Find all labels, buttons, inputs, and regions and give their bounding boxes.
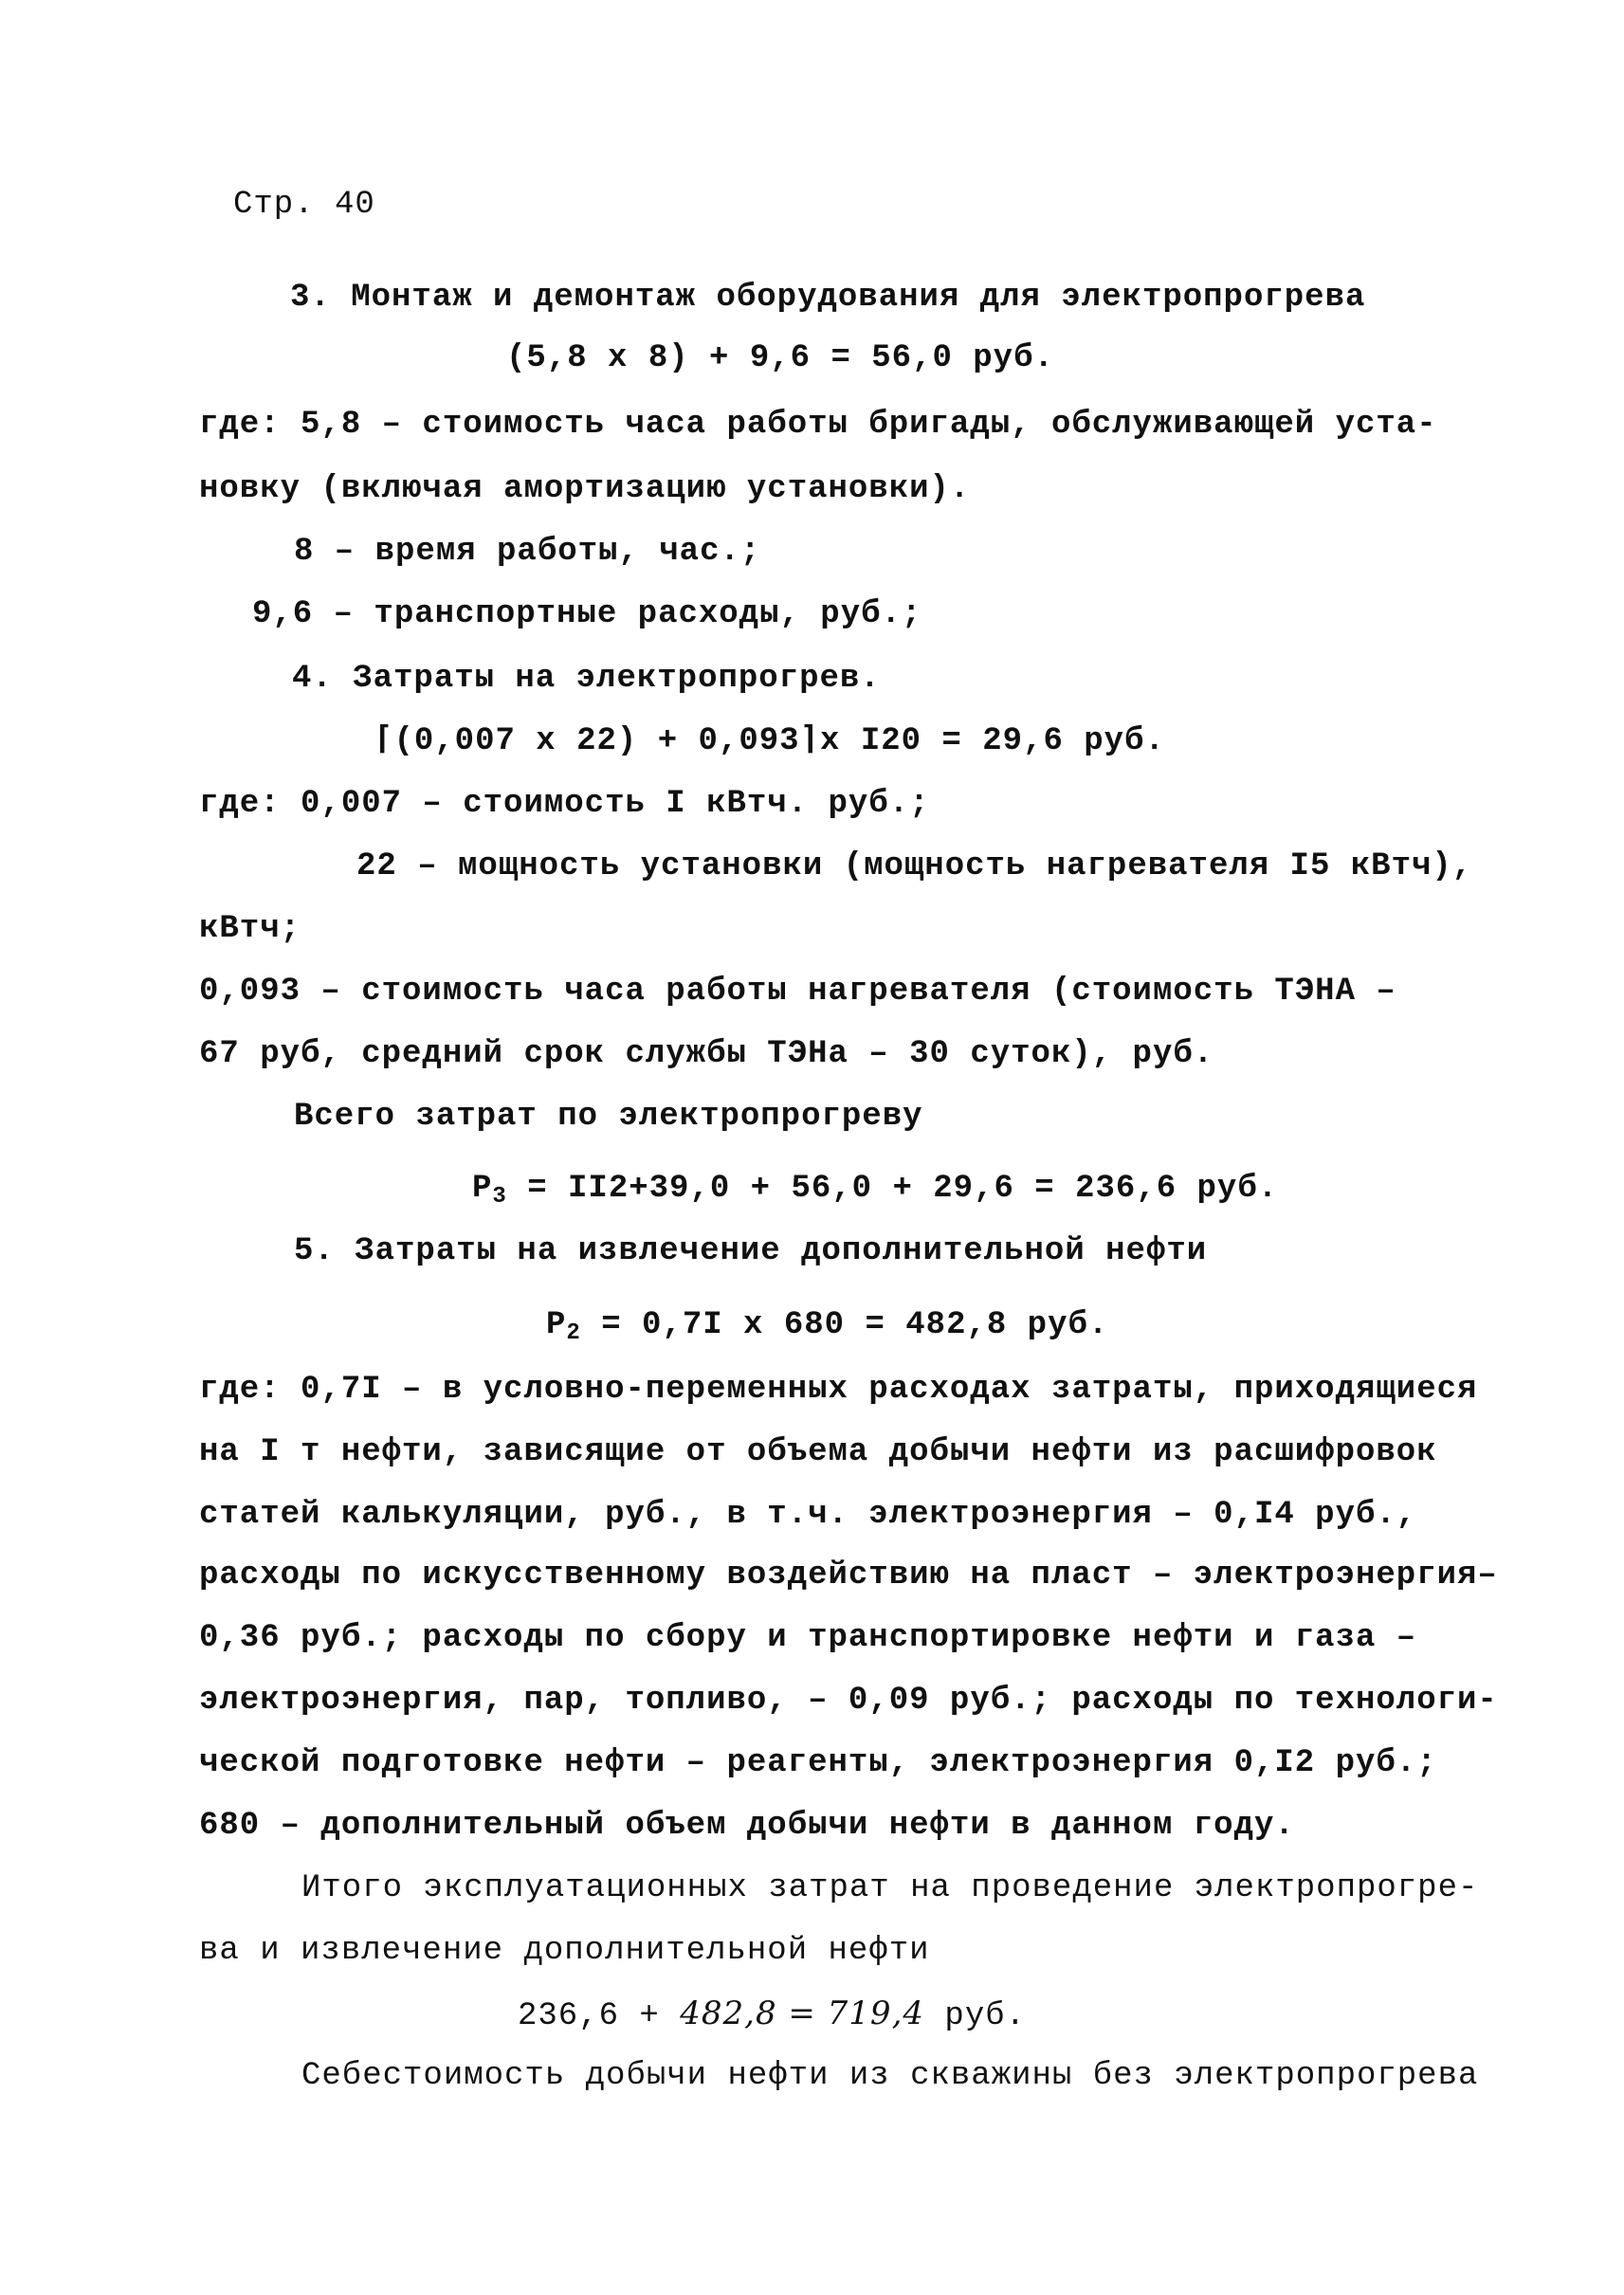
cost-line: Себестоимость добычи нефти из скважины без электропрогрева bbox=[301, 2058, 1479, 2094]
section-3-where-line-2: новку (включая амортизацию установки). bbox=[199, 471, 971, 507]
formula-expression: = 0,7I х 680 = 482,8 руб. bbox=[580, 1307, 1109, 1343]
section-4-formula: ⌈(0,007 х 22) + 0,093⌉х I20 = 29,6 руб. bbox=[374, 723, 1165, 759]
formula-var: P bbox=[546, 1307, 567, 1343]
section-5-line: ческой подготовке нефти – реагенты, электроэнергия 0,I2 руб.; bbox=[199, 1745, 1437, 1781]
section-5-line: на I т нефти, зависящие от объема добычи нефти из расшифровок bbox=[199, 1434, 1437, 1470]
section-4-heading: 4. Затраты на электропрогрев. bbox=[292, 661, 881, 697]
formula-var-subscript: 2 bbox=[566, 1321, 581, 1346]
page-number: Стр. 40 bbox=[233, 187, 375, 223]
section-5-formula bbox=[546, 1306, 1108, 1344]
total-var-subscript: 3 bbox=[492, 1184, 507, 1210]
totals-sum bbox=[518, 1994, 1026, 2035]
section-4-total-formula bbox=[472, 1170, 1278, 1208]
section-5-line: расходы по искусственному воздействию на пласт – электроэнергия– bbox=[199, 1557, 1498, 1594]
totals-label-line-1: Итого эксплуатационных затрат на проведение электропрогре- bbox=[301, 1870, 1479, 1906]
section-3-where-line-1: где: 5,8 – стоимость часа работы бригады, обслуживающей уста- bbox=[199, 407, 1437, 443]
section-5-line: где: 0,7I – в условно-переменных расходах затраты, приходящиеся bbox=[199, 1372, 1478, 1408]
section-5-heading: 5. Затраты на извлечение дополнительной нефти bbox=[294, 1233, 1208, 1269]
section-3-item-transport: 9,6 – транспортные расходы, руб.; bbox=[252, 596, 922, 632]
section-5-line: статей калькуляции, руб., в т.ч. электроэнергия – 0,I4 руб., bbox=[199, 1497, 1417, 1533]
section-4-item-heater-line-2: 67 руб, средний срок службы ТЭНа – 30 суток), руб. bbox=[199, 1036, 1214, 1072]
totals-sum-unit: руб. bbox=[924, 1998, 1027, 2034]
section-3-formula: (5,8 х 8) + 9,6 = 56,0 руб. bbox=[506, 340, 1054, 376]
section-3-item-time: 8 – время работы, час.; bbox=[294, 534, 761, 570]
section-4-item-heater-line-1: 0,093 – стоимость часа работы нагревателя (стоимость ТЭНА – bbox=[199, 974, 1396, 1010]
totals-sum-handwritten: 482,8 = 719,4 bbox=[680, 1994, 925, 2032]
section-5-line: 0,36 руб.; расходы по сбору и транспортировке нефти и газа – bbox=[199, 1620, 1417, 1656]
total-var: P bbox=[472, 1171, 493, 1207]
section-5-line: 680 – дополнительный объем добычи нефти в данном году. bbox=[199, 1808, 1295, 1844]
section-4-item-power: 22 – мощность установки (мощность нагревателя I5 кВтч), bbox=[356, 848, 1473, 884]
section-3-heading: 3. Монтаж и демонтаж оборудования для электропрогрева bbox=[290, 280, 1366, 316]
totals-label-line-2: ва и извлечение дополнительной нефти bbox=[199, 1933, 930, 1969]
section-4-item-power-unit: кВтч; bbox=[199, 911, 301, 947]
section-4-total-label: Всего затрат по электропрогреву bbox=[294, 1099, 923, 1135]
section-5-line: электроэнергия, пар, топливо, – 0,09 руб.; расходы по технологи- bbox=[199, 1683, 1498, 1719]
totals-sum-typed: 236,6 + bbox=[518, 1998, 681, 2034]
section-4-where-line: где: 0,007 – стоимость I кВтч. руб.; bbox=[199, 786, 930, 822]
total-expression: = II2+39,0 + 56,0 + 29,6 = 236,6 руб. bbox=[506, 1171, 1279, 1207]
